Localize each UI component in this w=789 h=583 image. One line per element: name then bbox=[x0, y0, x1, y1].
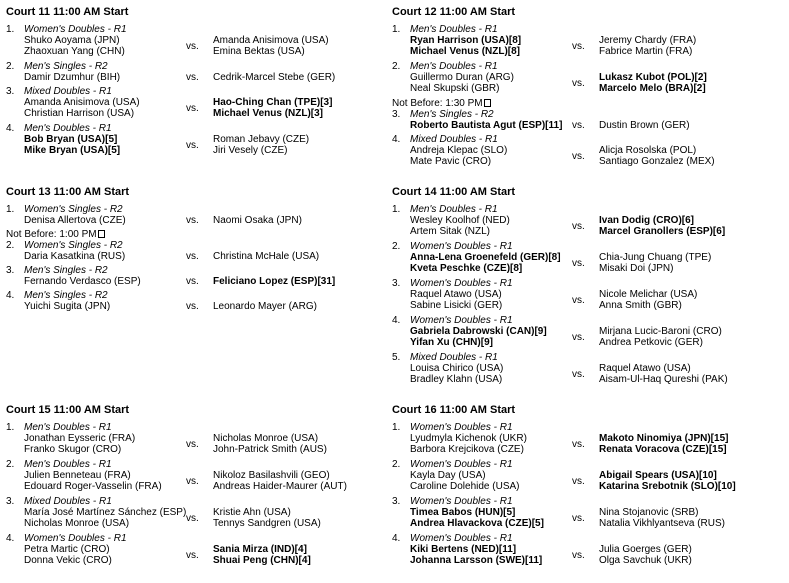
player-right: Nicole Melichar (USA) bbox=[599, 289, 698, 300]
match-category: Men's Doubles - R1 bbox=[410, 61, 498, 72]
player-right: Andrea Petkovic (GER) bbox=[599, 337, 703, 348]
match-category: Women's Doubles - R1 bbox=[410, 459, 513, 470]
player-right: Emina Bektas (USA) bbox=[213, 46, 305, 57]
match-number: 4. bbox=[392, 134, 401, 145]
player-right: Ivan Dodig (CRO)[6] bbox=[599, 215, 694, 226]
vs-label: vs. bbox=[572, 368, 585, 380]
match bbox=[6, 496, 396, 533]
player-right: Olga Savchuk (UKR) bbox=[599, 555, 692, 566]
court-11-block bbox=[6, 6, 396, 160]
player-right: Cedrik-Marcel Stebe (GER) bbox=[213, 72, 336, 83]
player-left: Nicholas Monroe (USA) bbox=[24, 518, 130, 529]
vs-label: vs. bbox=[572, 257, 585, 269]
vs-label: vs. bbox=[186, 139, 199, 151]
player-right: Chia-Jung Chuang (TPE) bbox=[599, 252, 712, 263]
player-left: Daria Kasatkina (RUS) bbox=[24, 251, 126, 262]
player-left: Roberto Bautista Agut (ESP)[11] bbox=[410, 120, 563, 131]
match bbox=[6, 533, 396, 570]
match-category: Women's Doubles - R1 bbox=[410, 533, 513, 544]
player-right: Naomi Osaka (JPN) bbox=[213, 215, 302, 226]
match bbox=[392, 533, 782, 570]
player-left: Bob Bryan (USA)[5] bbox=[24, 134, 118, 145]
player-right: Tennys Sandgren (USA) bbox=[213, 518, 321, 529]
vs-label: vs. bbox=[572, 40, 585, 52]
match bbox=[392, 459, 782, 496]
player-right: Hao-Ching Chan (TPE)[3] bbox=[213, 97, 333, 108]
player-right: Marcel Granollers (ESP)[6] bbox=[599, 226, 726, 237]
player-left: Kiki Bertens (NED)[11] bbox=[410, 544, 517, 555]
match bbox=[392, 315, 782, 352]
player-left: Louisa Chirico (USA) bbox=[410, 363, 504, 374]
player-left: Andreja Klepac (SLO) bbox=[410, 145, 508, 156]
match-category: Men's Singles - R2 bbox=[24, 290, 108, 301]
player-right: Nicholas Monroe (USA) bbox=[213, 433, 319, 444]
player-right: Jeremy Chardy (FRA) bbox=[599, 35, 697, 46]
match-number: 2. bbox=[392, 61, 401, 72]
match-number: 1. bbox=[6, 204, 15, 215]
match-category: Men's Doubles - R1 bbox=[24, 422, 112, 433]
match bbox=[6, 86, 396, 123]
match bbox=[6, 123, 396, 160]
court-12-block bbox=[392, 6, 782, 171]
player-left: Mike Bryan (USA)[5] bbox=[24, 145, 121, 156]
match-category: Mixed Doubles - R1 bbox=[410, 352, 498, 363]
vs-label: vs. bbox=[186, 251, 199, 262]
player-right: Jiri Vesely (CZE) bbox=[213, 145, 288, 156]
player-right: Katarina Srebotnik (SLO)[10] bbox=[599, 481, 736, 492]
vs-label: vs. bbox=[572, 120, 585, 131]
match-category: Mixed Doubles - R1 bbox=[24, 496, 112, 507]
match bbox=[6, 240, 396, 265]
player-left: María José Martínez Sánchez (ESP) bbox=[24, 507, 187, 518]
match-category: Women's Doubles - R1 bbox=[24, 533, 127, 544]
player-left: Raquel Atawo (USA) bbox=[410, 289, 502, 300]
player-left: Lyudmyla Kichenok (UKR) bbox=[410, 433, 527, 444]
match-category: Men's Doubles - R1 bbox=[410, 24, 498, 35]
player-right: Christina McHale (USA) bbox=[213, 251, 320, 262]
info-icon[interactable] bbox=[484, 99, 491, 107]
match bbox=[392, 278, 782, 315]
info-icon[interactable] bbox=[98, 230, 105, 238]
player-left: Kayla Day (USA) bbox=[410, 470, 486, 481]
player-right: Santiago Gonzalez (MEX) bbox=[599, 156, 715, 167]
player-right: Fabrice Martin (FRA) bbox=[599, 46, 693, 57]
player-left: Bradley Klahn (USA) bbox=[410, 374, 503, 385]
player-right: Feliciano Lopez (ESP)[31] bbox=[213, 276, 336, 287]
vs-label: vs. bbox=[572, 294, 585, 306]
player-left: Sabine Lisicki (GER) bbox=[410, 300, 503, 311]
match-category: Men's Doubles - R1 bbox=[24, 123, 112, 134]
match-category: Women's Singles - R2 bbox=[24, 204, 123, 215]
player-right: Abigail Spears (USA)[10] bbox=[599, 470, 717, 481]
court-13-block bbox=[6, 186, 396, 315]
match bbox=[392, 61, 782, 98]
court-title: Court 14 11:00 AM Start bbox=[392, 186, 516, 198]
player-right: Misaki Doi (JPN) bbox=[599, 263, 674, 274]
player-left: Denisa Allertova (CZE) bbox=[24, 215, 126, 226]
player-right: Makoto Ninomiya (JPN)[15] bbox=[599, 433, 729, 444]
player-right: Nikoloz Basilashvili (GEO) bbox=[213, 470, 330, 481]
vs-label: vs. bbox=[572, 220, 585, 232]
player-left: Ryan Harrison (USA)[8] bbox=[410, 35, 522, 46]
player-right: Michael Venus (NZL)[3] bbox=[213, 108, 324, 119]
match-number: 3. bbox=[392, 496, 401, 507]
match-number: 1. bbox=[392, 24, 401, 35]
player-right: Alicja Rosolska (POL) bbox=[599, 145, 697, 156]
player-right: Amanda Anisimova (USA) bbox=[213, 35, 329, 46]
player-right: Natalia Vikhlyantseva (RUS) bbox=[599, 518, 725, 529]
vs-label: vs. bbox=[572, 475, 585, 487]
vs-label: vs. bbox=[572, 549, 585, 561]
vs-label: vs. bbox=[186, 438, 199, 450]
player-right: Kristie Ahn (USA) bbox=[213, 507, 291, 518]
player-right: Sania Mirza (IND)[4] bbox=[213, 544, 307, 555]
vs-label: vs. bbox=[572, 150, 585, 162]
match-category: Women's Doubles - R1 bbox=[24, 24, 127, 35]
match-number: 2. bbox=[6, 61, 15, 72]
match bbox=[6, 290, 396, 315]
match bbox=[392, 24, 782, 61]
vs-label: vs. bbox=[572, 331, 585, 343]
player-right: Julia Goerges (GER) bbox=[599, 544, 692, 555]
match-category: Women's Singles - R2 bbox=[24, 240, 123, 251]
match-number: 4. bbox=[6, 123, 15, 134]
player-right: John-Patrick Smith (AUS) bbox=[213, 444, 327, 455]
match-category: Women's Doubles - R1 bbox=[410, 496, 513, 507]
player-left: Petra Martic (CRO) bbox=[24, 544, 110, 555]
match bbox=[6, 459, 396, 496]
match bbox=[392, 204, 782, 241]
not-before-note: Not Before: 1:30 PM bbox=[392, 98, 782, 109]
vs-label: vs. bbox=[572, 512, 585, 524]
player-left: Christian Harrison (USA) bbox=[24, 108, 135, 119]
player-left: Jonathan Eysseric (FRA) bbox=[24, 433, 136, 444]
match-number: 4. bbox=[392, 315, 401, 326]
player-left: Edouard Roger-Vasselin (FRA) bbox=[24, 481, 162, 492]
player-left: Kveta Peschke (CZE)[8] bbox=[410, 263, 523, 274]
court-14-block bbox=[392, 186, 782, 389]
match-category: Women's Doubles - R1 bbox=[410, 315, 513, 326]
player-left: Wesley Koolhof (NED) bbox=[410, 215, 510, 226]
vs-label: vs. bbox=[572, 438, 585, 450]
vs-label: vs. bbox=[186, 40, 199, 52]
court-15-block bbox=[6, 404, 396, 570]
player-left: Michael Venus (NZL)[8] bbox=[410, 46, 521, 57]
player-right: Raquel Atawo (USA) bbox=[599, 363, 691, 374]
match-number: 3. bbox=[6, 265, 15, 276]
match-number: 5. bbox=[392, 352, 401, 363]
player-left: Andrea Hlavackova (CZE)[5] bbox=[410, 518, 544, 529]
match-category: Women's Doubles - R1 bbox=[410, 278, 513, 289]
vs-label: vs. bbox=[186, 549, 199, 561]
match bbox=[6, 204, 396, 229]
match-number: 3. bbox=[392, 109, 401, 120]
match-number: 3. bbox=[392, 278, 401, 289]
match bbox=[392, 422, 782, 459]
player-left: Johanna Larsson (SWE)[11] bbox=[410, 555, 543, 566]
player-right: Andreas Haider-Maurer (AUT) bbox=[213, 481, 347, 492]
not-before-note: Not Before: 1:00 PM bbox=[6, 229, 396, 240]
player-right: Mirjana Lucic-Baroni (CRO) bbox=[599, 326, 722, 337]
match bbox=[392, 109, 782, 134]
vs-label: vs. bbox=[186, 475, 199, 487]
match-number: 4. bbox=[6, 533, 15, 544]
match-category: Women's Doubles - R1 bbox=[410, 422, 513, 433]
match-number: 2. bbox=[6, 240, 15, 251]
match-category: Mixed Doubles - R1 bbox=[410, 134, 498, 145]
court-title: Court 13 11:00 AM Start bbox=[6, 186, 130, 198]
player-left: Donna Vekic (CRO) bbox=[24, 555, 112, 566]
player-left: Guillermo Duran (ARG) bbox=[410, 72, 514, 83]
match-category: Men's Singles - R2 bbox=[24, 61, 108, 72]
player-left: Julien Benneteau (FRA) bbox=[24, 470, 131, 481]
vs-label: vs. bbox=[186, 301, 199, 312]
player-left: Amanda Anisimova (USA) bbox=[24, 97, 140, 108]
match bbox=[6, 422, 396, 459]
match-category: Women's Doubles - R1 bbox=[410, 241, 513, 252]
match-category: Mixed Doubles - R1 bbox=[24, 86, 112, 97]
match bbox=[392, 134, 782, 171]
player-left: Caroline Dolehide (USA) bbox=[410, 481, 520, 492]
match-number: 2. bbox=[392, 459, 401, 470]
match bbox=[392, 352, 782, 389]
vs-label: vs. bbox=[186, 72, 199, 83]
match bbox=[6, 61, 396, 86]
player-left: Fernando Verdasco (ESP) bbox=[24, 276, 141, 287]
player-left: Yuichi Sugita (JPN) bbox=[24, 301, 111, 312]
player-left: Neal Skupski (GBR) bbox=[410, 83, 500, 94]
match-number: 3. bbox=[6, 86, 15, 97]
court-title: Court 16 11:00 AM Start bbox=[392, 404, 516, 416]
vs-label: vs. bbox=[186, 276, 199, 287]
player-left: Anna-Lena Groenefeld (GER)[8] bbox=[410, 252, 561, 263]
player-right: Anna Smith (GBR) bbox=[599, 300, 682, 311]
match-category: Men's Singles - R2 bbox=[410, 109, 494, 120]
court-16-block bbox=[392, 404, 782, 570]
player-right: Dustin Brown (GER) bbox=[599, 120, 690, 131]
match-number: 3. bbox=[6, 496, 15, 507]
court-title: Court 11 11:00 AM Start bbox=[6, 6, 129, 18]
player-right: Renata Voracova (CZE)[15] bbox=[599, 444, 727, 455]
player-left: Zhaoxuan Yang (CHN) bbox=[24, 46, 125, 57]
player-left: Timea Babos (HUN)[5] bbox=[410, 507, 516, 518]
vs-label: vs. bbox=[186, 102, 199, 114]
match-number: 1. bbox=[6, 24, 15, 35]
match-number: 4. bbox=[6, 290, 15, 301]
match bbox=[392, 241, 782, 278]
player-left: Mate Pavic (CRO) bbox=[410, 156, 492, 167]
court-title: Court 12 11:00 AM Start bbox=[392, 6, 516, 18]
court-title: Court 15 11:00 AM Start bbox=[6, 404, 130, 416]
player-left: Gabriela Dabrowski (CAN)[9] bbox=[410, 326, 547, 337]
match-category: Men's Doubles - R1 bbox=[410, 204, 498, 215]
match-number: 1. bbox=[392, 422, 401, 433]
vs-label: vs. bbox=[186, 512, 199, 524]
player-right: Leonardo Mayer (ARG) bbox=[213, 301, 317, 312]
match bbox=[6, 24, 396, 61]
player-right: Marcelo Melo (BRA)[2] bbox=[599, 83, 706, 94]
player-left: Artem Sitak (NZL) bbox=[410, 226, 491, 237]
match-number: 4. bbox=[392, 533, 401, 544]
match bbox=[6, 265, 396, 290]
player-left: Damir Dzumhur (BIH) bbox=[24, 72, 121, 83]
player-right: Shuai Peng (CHN)[4] bbox=[213, 555, 311, 566]
match-number: 1. bbox=[392, 204, 401, 215]
player-right: Lukasz Kubot (POL)[2] bbox=[599, 72, 707, 83]
player-left: Yifan Xu (CHN)[9] bbox=[410, 337, 493, 348]
match-category: Men's Doubles - R1 bbox=[24, 459, 112, 470]
match-number: 2. bbox=[392, 241, 401, 252]
player-left: Franko Skugor (CRO) bbox=[24, 444, 122, 455]
vs-label: vs. bbox=[572, 77, 585, 89]
player-right: Aisam-Ul-Haq Qureshi (PAK) bbox=[599, 374, 728, 385]
player-left: Barbora Krejcikova (CZE) bbox=[410, 444, 524, 455]
match bbox=[392, 496, 782, 533]
player-right: Roman Jebavy (CZE) bbox=[213, 134, 310, 145]
player-right: Nina Stojanovic (SRB) bbox=[599, 507, 699, 518]
match-number: 1. bbox=[6, 422, 15, 433]
match-number: 2. bbox=[6, 459, 15, 470]
vs-label: vs. bbox=[186, 215, 199, 226]
player-left: Shuko Aoyama (JPN) bbox=[24, 35, 120, 46]
match-category: Men's Singles - R2 bbox=[24, 265, 108, 276]
